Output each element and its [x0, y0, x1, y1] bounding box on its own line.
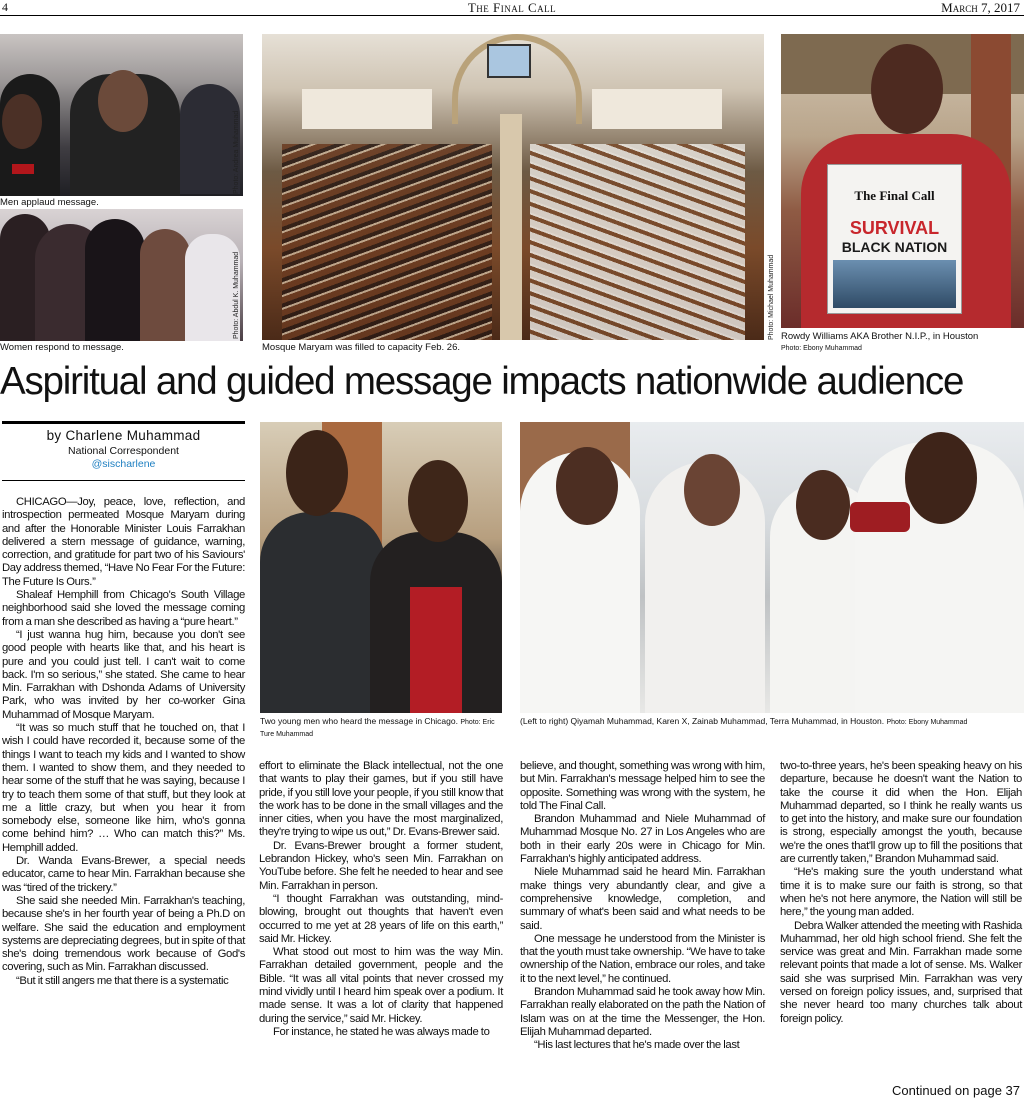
caption-women: Women respond to message.: [0, 342, 124, 353]
caption-rowdy: [781, 331, 978, 354]
author-name: by Charlene Muhammad: [46, 428, 201, 443]
photo-credit-women: Photo: Abdul K. Muhammad: [233, 251, 240, 339]
issue-date: March 7, 2017: [941, 0, 1020, 15]
paper-masthead: The Final Call: [854, 188, 935, 203]
paragraph: Debra Walker attended the meeting with Rashida Muhammad, her old high school friend. She felt the service was great and Min. Farrakhan made some relevant points that made a lot of sense. Ms. Walker said she was surprised Min. Farrakhan was very versed on foreign policy issues, and, surprised that she never heard too many churches talk about foreign policy.: [780, 919, 1022, 1025]
photo-rowdy-williams: [781, 34, 1024, 328]
author-role: National Correspondent: [68, 445, 179, 457]
paragraph: “But it still angers me that there is a systematic: [16, 974, 229, 987]
caption-rowdy-credit: Photo: Ebony Muhammad: [781, 345, 862, 352]
photo-credit-rowdy-side: Photo: Michael Muhammad: [768, 254, 775, 340]
caption-youth: [260, 716, 510, 740]
paragraph: Shaleaf Hemphill from Chicago's South Village neighborhood said she loved the message coming from a man she described as having a “pure heart.”: [2, 589, 245, 628]
paper-headline-2: BLACK NATION: [841, 239, 948, 255]
paper-headline-1: SURVIVAL: [849, 218, 940, 238]
running-header: [0, 0, 1024, 16]
paragraph: “I just wanna hug him, because you don't see good people with hearts like that, and his heart is pure and you could just tell. I can't wait to come back. I'm so serious,” she stated. She came to hear Min. Farrakhan with Dshonda Adams of University Park, who was invited by her co-worker Gina Muhammad of Mosque Maryam.: [2, 628, 245, 721]
byline-top-rule: [2, 421, 245, 424]
paragraph: Dr. Evans-Brewer brought a former student, Lebrandon Hickey, who's seen Min. Farrakhan on YouTube before. She felt he needed to hear and see Min. Farrakhan in person.: [259, 839, 503, 892]
page-number: 4: [2, 0, 8, 14]
author-handle[interactable]: @sischarlene: [91, 458, 156, 470]
paragraph: effort to eliminate the Black intellectual, not the one that wants to play their games, but if you still have pride, if you still love your people, if you still know that the work has to be done in the small villages and the inner cities, when you have the most marginalized, they're trying to wipe us out,” Dr. Evans-Brewer said.: [259, 760, 503, 839]
paragraph: What stood out most to him was the way Min. Farrakhan detailed government, people and the Bible. “It was all vital points that never crossed my mind vividly until I heard him speak over a podium. It made sense. It was a lot of clarity that happened during the service,” said Mr. Hickey.: [259, 946, 503, 1025]
photo-two-young-men: [260, 422, 502, 713]
publication-name: The Final Call: [467, 0, 557, 15]
caption-four-women-credit: Photo: Ebony Muhammad: [886, 719, 968, 726]
article-column-4: [780, 760, 1022, 1026]
paragraph: two-to-three years, he's been speaking heavy on his departure, because he doesn't want the Nation to take the course it did when the Hon. Elijah Muhammad departed, so I think he really wants us to get into the history, and make sure our foundation is strong, especially amongst the youth, because we're the ones that'll grow up to fill the positions that are currently taken,” Brandon Muhammad said.: [780, 760, 1022, 866]
article-column-1: [2, 496, 245, 988]
caption-men: Men applaud message.: [0, 197, 99, 208]
paragraph: “It was so much stuff that he touched on, that I wish I could have recorded it, because some of the things I want to teach my kids and I wanted to show them. I wanted to show them, and they needed to hear some of the stuff that he was saying, because I try to teach them some of that stuff, but they look at me a little crazy, but when you hear it from somebody else, someone like him, who's gonna come behind him? … Who can match this?” Ms. Hemphill added.: [2, 722, 245, 854]
photo-four-women: [520, 422, 1024, 713]
photo-credit-men: Photo: Andrea Muhammad: [233, 110, 240, 194]
paragraph: Brandon Muhammad and Niele Muhammad of Muhammad Mosque No. 27 in Los Angeles who are both in their early 20s were in Chicago for Min. Farrakhan's highly anticipated address.: [520, 813, 765, 866]
paragraph: “His last lectures that he's made over the last: [534, 1039, 740, 1052]
paragraph: Niele Muhammad said he heard Min. Farrakhan make things very abundantly clear, and give a comprehensive knowledge, completion, and summary of what's been said and what needs to be said.: [520, 866, 765, 932]
byline-bottom-rule: [2, 480, 245, 481]
paragraph: “He's making sure the youth understand what time it is to make sure our faith is strong, so that when he's not here anymore, the Nation will still be here,” the young man added.: [780, 866, 1022, 919]
continued-on-page[interactable]: Continued on page 37: [886, 1083, 1020, 1098]
paragraph: “I thought Farrakhan was outstanding, mind-blowing, brought out thoughts that haven't even occurred to me yet at 28 years of life on this earth,” said Mr. Hickey.: [259, 892, 503, 945]
paragraph: She said she needed Min. Farrakhan's teaching, because she's in her fourth year of being a Ph.D on welfare. She said the education and employment systems are depreciating degrees, but in spite of that she's doing tremendous work because of God's covering, such as Min. Farrakhan discussed.: [2, 894, 245, 974]
caption-mosque: Mosque Maryam was filled to capacity Feb. 26.: [262, 342, 461, 353]
caption-rowdy-text: Rowdy Williams AKA Brother N.I.P., in Houston: [781, 331, 979, 342]
byline: [2, 428, 245, 470]
paragraph: Brandon Muhammad said he took away how Min. Farrakhan really elaborated on the path the Nation of Islam was on at the time the Messenger, the Hon. Elijah Muhammad departed.: [520, 986, 765, 1038]
headline: Aspiritual and guided message impacts nationwide audience: [0, 360, 964, 403]
caption-youth-text: Two young men who heard the message in Chicago.: [260, 716, 458, 726]
photo-mosque-interior: [262, 34, 764, 340]
caption-youth-credit: Photo: Eric Ture Muhammad: [260, 719, 495, 738]
caption-four-women: [520, 716, 1024, 728]
paragraph: Dr. Wanda Evans-Brewer, a special needs educator, came to hear Min. Farrakhan because she was “tired of the trickery.”: [2, 855, 245, 894]
article-column-2: [259, 760, 503, 1039]
paragraph: believe, and thought, something was wrong with him, but Min. Farrakhan's message helped him to see the opposite. Something was wrong with the system, he told The Final Call.: [520, 760, 765, 812]
paragraph: For instance, he stated he was always made to: [273, 1025, 490, 1038]
article-column-3: [520, 760, 765, 1053]
photo-women-respond: [0, 209, 243, 341]
caption-four-women-text: (Left to right) Qiyamah Muhammad, Karen X, Zainab Muhammad, Terra Muhammad, in Houston.: [520, 716, 885, 726]
paragraph: CHICAGO—Joy, peace, love, reflection, and introspection permeated Mosque Maryam during and after the Honorable Minister Louis Farrakhan delivered a stern message of guidance, warning, correction, and gratitude for part two of his Saviours' Day address themed, “Have No Fear For the Future: The Future Is Ours.”: [2, 496, 245, 588]
photo-men-applaud: [0, 34, 243, 196]
paragraph: One message he understood from the Minister is that the youth must take ownership. “We have to take ownership of the Nation, embrace our roles, and take it to the next level,” he continued.: [520, 932, 765, 985]
